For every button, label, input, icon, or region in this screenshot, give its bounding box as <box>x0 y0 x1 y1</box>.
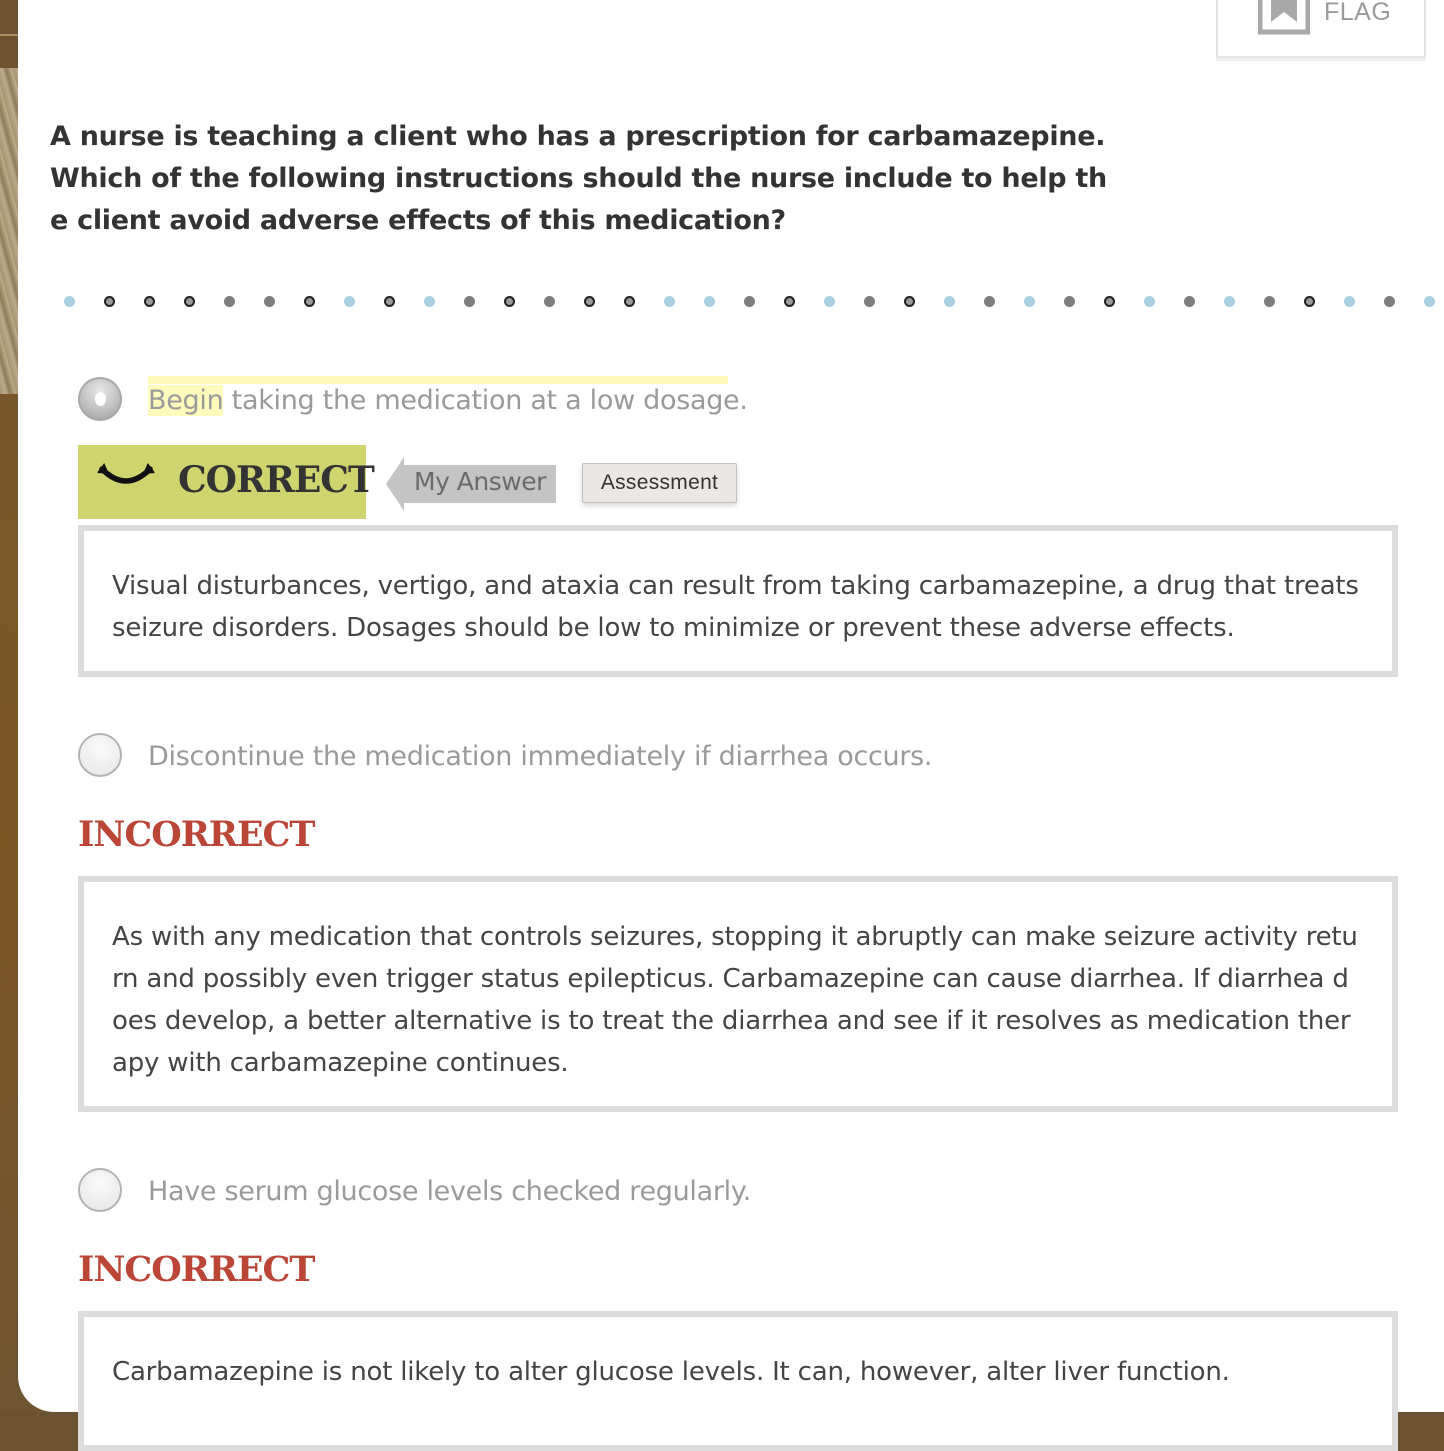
progress-dot-blue[interactable] <box>424 296 435 307</box>
progress-dot-blue[interactable] <box>1144 296 1155 307</box>
progress-dot-gray[interactable] <box>224 296 235 307</box>
progress-dot-ring[interactable] <box>144 296 155 307</box>
progress-dot-gray[interactable] <box>264 296 275 307</box>
answer-option-text: Begin taking the medication at a low dosage. <box>148 385 748 416</box>
answer-option-2[interactable] <box>78 733 938 777</box>
radio-button-selected[interactable] <box>78 377 122 421</box>
explanation-box: As with any medication that controls seizures, stopping it abruptly can make seizure activity return and possibly even trigger status epilepticus. Carbamazepine can cause diarrhea. If diarrhea does develop, a better alternative is to treat the diarrhea and see if it resolves as medication therapy with carbamazepine continues. <box>78 876 1398 1112</box>
progress-dot-gray[interactable] <box>1064 296 1075 307</box>
progress-dot-blue[interactable] <box>1344 296 1355 307</box>
progress-dot-ring[interactable] <box>784 296 795 307</box>
progress-dot-gray[interactable] <box>1264 296 1275 307</box>
incorrect-label: INCORRECT <box>78 814 315 855</box>
progress-dot-ring[interactable] <box>384 296 395 307</box>
progress-dot-gray[interactable] <box>1384 296 1395 307</box>
progress-dot-gray[interactable] <box>984 296 995 307</box>
progress-dot-gray[interactable] <box>1184 296 1195 307</box>
explanation-box: Carbamazepine is not likely to alter glucose levels. It can, however, alter liver function. <box>78 1311 1398 1451</box>
question-text: A nurse is teaching a client who has a prescription for carbamazepine. Which of the following instructions should the nurse include to help the client avoid adverse effects of this medication? <box>50 121 1107 236</box>
progress-dot-ring[interactable] <box>1304 296 1315 307</box>
progress-dot-ring[interactable] <box>184 296 195 307</box>
progress-dot-blue[interactable] <box>64 296 75 307</box>
question-progress-dots <box>0 290 1444 312</box>
progress-dot-ring[interactable] <box>584 296 595 307</box>
bookmark-icon <box>1258 0 1310 36</box>
background-decoration <box>0 34 18 36</box>
my-answer-indicator <box>386 457 556 511</box>
explanation-box: Visual disturbances, vertigo, and ataxia can result from taking carbamazepine, a drug that treats seizure disorders. Dosages should be low to minimize or prevent these adverse effects. <box>78 525 1398 677</box>
my-answer-label: My Answer <box>414 467 546 496</box>
incorrect-label: INCORRECT <box>78 1249 315 1290</box>
progress-dot-gray[interactable] <box>864 296 875 307</box>
progress-dot-gray[interactable] <box>464 296 475 307</box>
progress-dot-ring[interactable] <box>904 296 915 307</box>
correct-label: CORRECT <box>178 459 374 501</box>
flag-label: FLAG <box>1324 0 1392 26</box>
progress-dot-ring[interactable] <box>304 296 315 307</box>
answer-option-3[interactable] <box>78 1168 778 1212</box>
progress-dot-blue[interactable] <box>704 296 715 307</box>
progress-dot-ring[interactable] <box>504 296 515 307</box>
progress-dot-blue[interactable] <box>1424 296 1435 307</box>
assessment-button[interactable]: Assessment <box>582 463 737 503</box>
progress-dot-blue[interactable] <box>664 296 675 307</box>
highlighted-word: Begin <box>148 385 224 416</box>
answer-option-text: Have serum glucose levels checked regularly. <box>148 1176 751 1207</box>
radio-button[interactable] <box>78 1168 122 1212</box>
answer-option-text: Discontinue the medication immediately if diarrhea occurs. <box>148 741 933 772</box>
smile-icon <box>96 459 156 489</box>
progress-dot-blue[interactable] <box>824 296 835 307</box>
radio-button[interactable] <box>78 733 122 777</box>
answer-option-1[interactable] <box>78 377 778 421</box>
progress-dot-blue[interactable] <box>944 296 955 307</box>
flag-button[interactable] <box>1216 0 1426 58</box>
progress-dot-gray[interactable] <box>744 296 755 307</box>
progress-dot-blue[interactable] <box>344 296 355 307</box>
background-photo <box>0 68 18 394</box>
progress-dot-ring[interactable] <box>104 296 115 307</box>
progress-dot-ring[interactable] <box>624 296 635 307</box>
progress-dot-blue[interactable] <box>1024 296 1035 307</box>
progress-dot-blue[interactable] <box>1224 296 1235 307</box>
correct-badge <box>78 445 374 519</box>
progress-dot-gray[interactable] <box>544 296 555 307</box>
progress-dot-ring[interactable] <box>1104 296 1115 307</box>
